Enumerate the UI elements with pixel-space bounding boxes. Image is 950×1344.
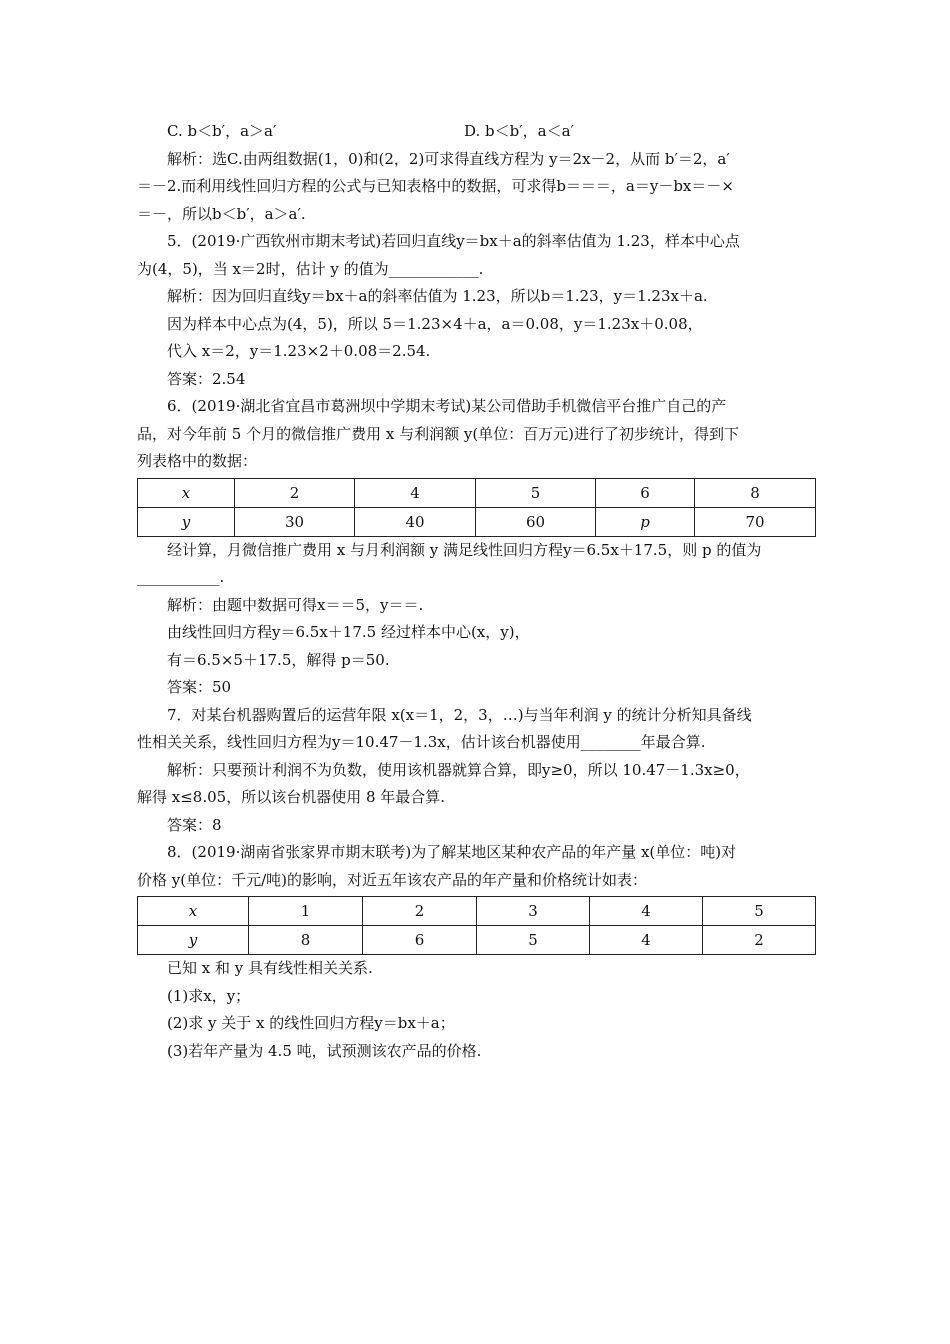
question-line: 7．对某台机器购置后的运营年限 x(x＝1，2，3，…)与当年利润 y 的统计分析知具备线	[167, 705, 752, 724]
table-row	[138, 507, 816, 536]
table-cell: 4	[355, 478, 476, 507]
table-header-cell: y	[138, 926, 249, 955]
solution-line: 解析：因为回归直线y＝bx＋a的斜率估值为 1.23，所以b＝1.23，y＝1.23x＋a.	[167, 287, 708, 305]
question-line: 5．(2019·广西钦州市期末考试)若回归直线y＝bx＋a的斜率估值为 1.23，样本中心点	[167, 232, 740, 250]
table-cell: 70	[695, 507, 816, 536]
question-line: 8．(2019·湖南省张家界市期末联考)为了解某地区某种农产品的年产量 x(单位：吨)对	[167, 843, 737, 861]
table-cell: 6	[363, 926, 477, 955]
solution-line: ＝－2.而利用线性回归方程的公式与已知表格中的数据，可求得b＝＝＝，a＝y－bx＝－×	[137, 177, 734, 195]
solution-line: 解得 x≤8.05，所以该台机器使用 8 年最合算.	[137, 788, 446, 806]
answer-options	[137, 118, 815, 146]
question-6	[137, 393, 815, 702]
question-line: 价格 y(单位：千元/吨)的影响，对近五年该农产品的年产量和价格统计如表：	[137, 870, 648, 889]
table-cell: 1	[249, 897, 363, 926]
option-d: D. b＜b′，a＜a′	[464, 122, 574, 140]
answer-line: 答案：8	[167, 815, 222, 834]
question-line: 品，对今年前 5 个月的微信推广费用 x 与利润额 y(单位：百万元)进行了初步统计，得到下	[137, 424, 740, 443]
answer-line: 答案：50	[167, 678, 232, 696]
question-8	[137, 839, 815, 1065]
question-line: 经计算，月微信推广费用 x 与月利润额 y 满足线性回归方程y＝6.5x＋17.5，则 p 的值为	[167, 540, 762, 559]
question-line: 已知 x 和 y 具有线性相关关系.	[167, 959, 373, 977]
question-line: (1)求x，y；	[167, 986, 251, 1005]
question-line: 性相关关系，线性回归方程为y＝10.47－1.3x，估计该台机器使用________年最合算.	[137, 733, 706, 751]
data-table	[137, 478, 816, 537]
table-cell: p	[596, 507, 695, 536]
table-row	[138, 926, 816, 955]
question-line: ___________.	[137, 568, 225, 586]
solution-line: 有＝6.5×5＋17.5，解得 p＝50.	[167, 650, 390, 669]
table-cell: 2	[363, 897, 477, 926]
data-table	[137, 896, 816, 955]
table-cell: 8	[695, 478, 816, 507]
table-cell: 3	[477, 897, 590, 926]
question-7	[137, 702, 815, 840]
solution-line: 由线性回归方程y＝6.5x＋17.5 经过样本中心(x，y)，	[167, 623, 530, 641]
question-line: 6．(2019·湖北省宜昌市葛洲坝中学期末考试)某公司借助手机微信平台推广自己的产	[167, 397, 727, 415]
table-cell: 6	[596, 478, 695, 507]
table-cell: 4	[590, 897, 703, 926]
question-line: (3)若年产量为 4.5 吨，试预测该农产品的价格.	[167, 1041, 482, 1060]
table-cell: 2	[235, 478, 355, 507]
table-header-cell: x	[138, 478, 235, 507]
table-cell: 5	[476, 478, 596, 507]
question-line: 列表格中的数据：	[137, 452, 258, 470]
solution-line: 解析：只要预计利润不为负数，使用该机器就算合算，即y≥0，所以 10.47－1.3x≥0，	[167, 760, 750, 779]
solution-line: 解析：选C.由两组数据(1，0)和(2，2)可求得直线方程为 y＝2x－2，从而 b′＝2，a′	[167, 149, 730, 168]
option-c: C. b＜b′，a＞a′	[167, 122, 277, 140]
table-header-cell: x	[138, 897, 249, 926]
answer-line: 答案：2.54	[167, 369, 246, 388]
table-cell: 5	[477, 926, 590, 955]
table-cell: 30	[235, 507, 355, 536]
table-cell: 5	[703, 897, 816, 926]
table-row	[138, 478, 816, 507]
question-line: (2)求 y 关于 x 的线性回归方程y＝bx＋a；	[167, 1014, 455, 1032]
question-5	[137, 228, 815, 393]
table-cell: 60	[476, 507, 596, 536]
solution-line: 因为样本中心点为(4，5)，所以 5＝1.23×4＋a，a＝0.08，y＝1.23x＋0.08，	[167, 314, 703, 333]
q4-solution	[137, 146, 815, 229]
table-cell: 2	[703, 926, 816, 955]
table-cell: 40	[355, 507, 476, 536]
solution-line: 代入 x＝2，y＝1.23×2＋0.08＝2.54.	[167, 342, 431, 360]
table-header-cell: y	[138, 507, 235, 536]
table-row	[138, 897, 816, 926]
solution-line: 解析：由题中数据可得x＝＝5，y＝＝.	[167, 595, 424, 614]
table-cell: 8	[249, 926, 363, 955]
question-line: 为(4，5)，当 x＝2时，估计 y 的值为____________.	[137, 259, 484, 278]
document-page	[137, 118, 815, 1065]
table-cell: 4	[590, 926, 703, 955]
solution-line: ＝－，所以b＜b′，a＞a′.	[137, 204, 306, 223]
